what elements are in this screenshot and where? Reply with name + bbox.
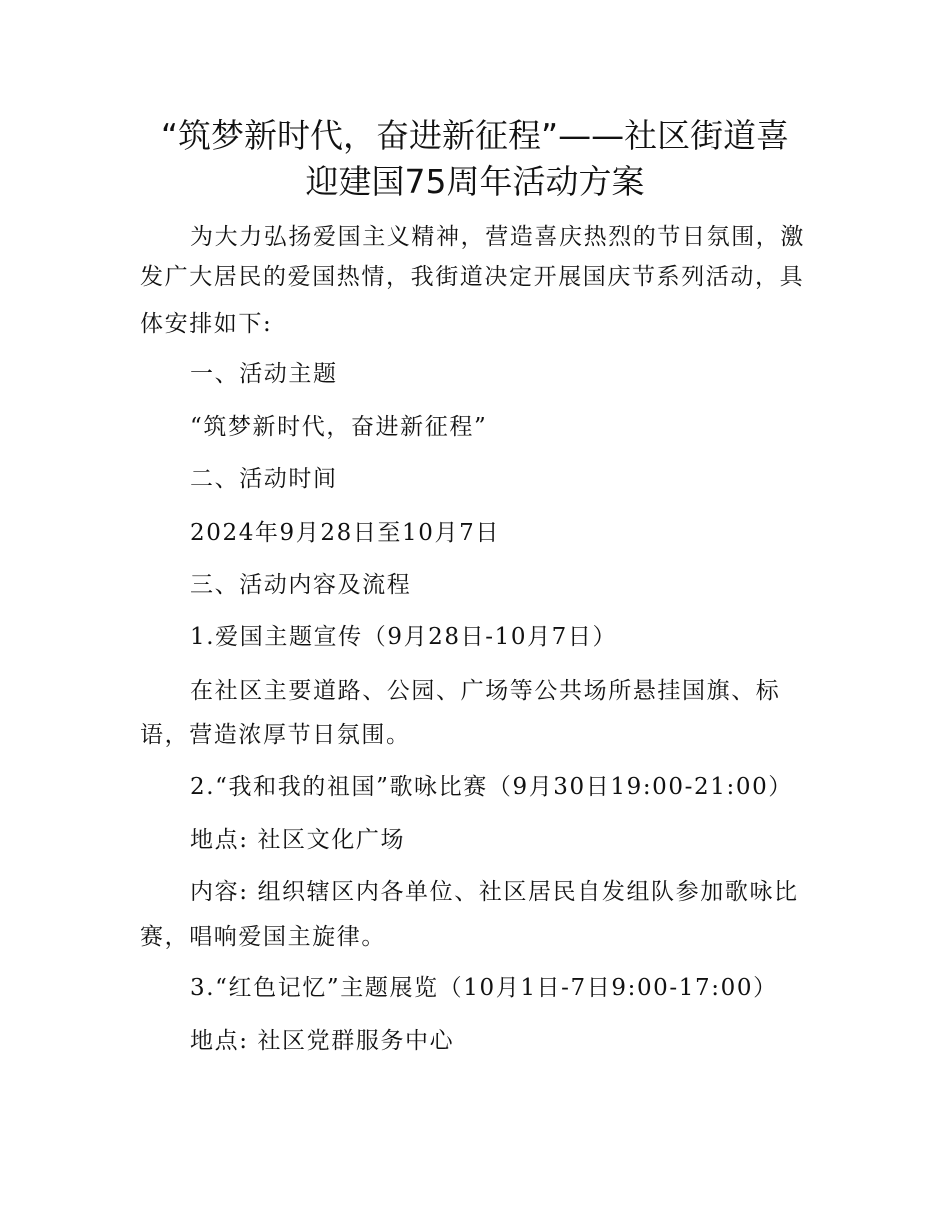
item-1-desc-line-1: 在社区主要道路、公园、广场等公共场所悬挂国旗、标 <box>190 678 781 704</box>
item-2-location: 地点: 社区文化广场 <box>190 827 406 853</box>
item-3-location: 地点: 社区党群服务中心 <box>190 1028 455 1054</box>
item-1-desc-line-2: 语，营造浓厚节日氛围。 <box>140 722 411 748</box>
item-2-content-line-2: 赛，唱响爱国主旋律。 <box>140 924 386 950</box>
time-text: 2024年9月28日至10月7日 <box>190 520 500 546</box>
item-1-title: 1.爱国主题宣传（9月28日-10月7日） <box>190 624 618 650</box>
intro-line-1: 为大力弘扬爱国主义精神，营造喜庆热烈的节日氛围，激 <box>190 224 805 250</box>
document-title-line-1: “筑梦新时代，奋进新征程”——社区街道喜 <box>160 116 790 155</box>
item-2-content-line-1: 内容: 组织辖区内各单位、社区居民自发组队参加歌咏比 <box>190 879 799 905</box>
theme-text: “筑梦新时代，奋进新征程” <box>190 414 488 440</box>
section-heading-theme: 一、活动主题 <box>190 361 338 387</box>
document-title-line-2: 迎建国75周年活动方案 <box>305 162 645 201</box>
item-3-title: 3.“红色记忆”主题展览（10月1日-7日9:00-17:00） <box>190 975 778 1001</box>
item-2-title: 2.“我和我的祖国”歌咏比赛（9月30日19:00-21:00） <box>190 774 793 800</box>
section-heading-time: 二、活动时间 <box>190 466 338 492</box>
intro-line-2: 发广大居民的爱国热情，我街道决定开展国庆节系列活动，具 <box>140 264 805 290</box>
intro-line-3: 体安排如下: <box>140 311 273 337</box>
section-heading-content: 三、活动内容及流程 <box>190 572 412 598</box>
